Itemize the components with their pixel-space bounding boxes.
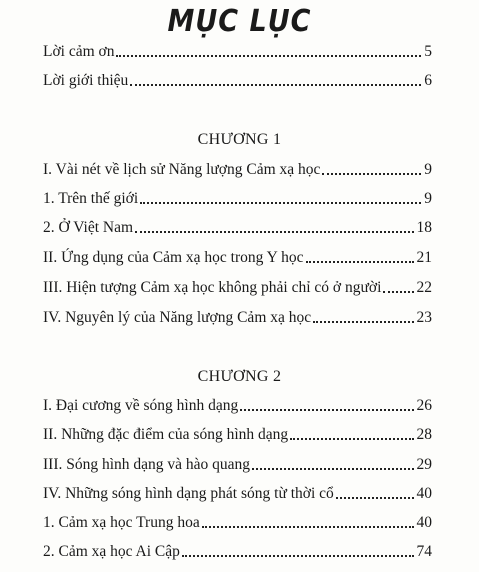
toc-entry-title: Lời giới thiệu	[43, 72, 129, 89]
toc-entry-title: II. Ứng dụng của Cảm xạ học trong Y học	[43, 249, 304, 266]
toc-entry-acknowledgements[interactable]	[43, 42, 432, 62]
toc-entry-page: 40	[416, 514, 432, 531]
toc-entry-page: 23	[416, 309, 432, 326]
toc-entry[interactable]	[43, 542, 432, 562]
toc-entry-page: 18	[416, 219, 432, 236]
toc-entry[interactable]	[43, 218, 432, 238]
dot-leader	[130, 84, 421, 86]
toc-entry-title: III. Sóng hình dạng và hào quang	[43, 456, 251, 473]
toc-entry[interactable]	[43, 278, 432, 298]
toc-entry[interactable]	[43, 189, 432, 209]
toc-entry[interactable]	[43, 425, 432, 445]
toc-entry[interactable]	[43, 396, 432, 416]
dot-leader	[336, 497, 414, 499]
dot-leader	[116, 55, 421, 57]
toc-entry-title: IV. Những sóng hình dạng phát sóng từ thời cổ	[43, 485, 334, 502]
toc-entry-title: 1. Trên thế giới	[43, 190, 139, 207]
toc-entry-page: 29	[416, 456, 432, 473]
toc-entry-page: 40	[416, 485, 432, 502]
dot-leader	[290, 438, 413, 440]
toc-entry-title: 2. Ở Việt Nam	[43, 219, 134, 236]
dot-leader	[322, 173, 421, 175]
toc-entry-title: III. Hiện tượng Cảm xạ học không phải chỉ có ở người	[43, 279, 382, 296]
dot-leader	[140, 202, 421, 204]
page-title: MỤC LỤC	[167, 4, 312, 39]
toc-entry-page: 74	[416, 543, 432, 560]
toc-entry-title: II. Những đặc điểm của sóng hình dạng	[43, 426, 289, 443]
toc-entry-page: 22	[416, 279, 432, 296]
chapter-2-heading: CHƯƠNG 2	[197, 368, 282, 385]
toc-entry-title: IV. Nguyên lý của Năng lượng Cảm xạ học	[43, 309, 312, 326]
toc-entry-title: I. Đại cương về sóng hình dạng	[43, 397, 239, 414]
toc-entry-title: 1. Cảm xạ học Trung hoa	[43, 514, 200, 531]
toc-entry-title: Lời cảm ơn	[43, 43, 115, 60]
toc-entry-page: 9	[424, 190, 432, 207]
toc-entry-page: 9	[424, 161, 432, 178]
dot-leader	[135, 231, 413, 233]
toc-entry-page: 26	[416, 397, 432, 414]
dot-leader	[313, 321, 413, 323]
toc-entry-page: 28	[416, 426, 432, 443]
toc-entry[interactable]	[43, 513, 432, 533]
toc-entry-page: 21	[416, 249, 432, 266]
toc-entry-title: 2. Cảm xạ học Ai Cập	[43, 543, 180, 560]
dot-leader	[240, 409, 413, 411]
toc-entry[interactable]	[43, 484, 432, 504]
toc-entry-introduction[interactable]	[43, 71, 432, 91]
dot-leader	[202, 526, 414, 528]
toc-entry[interactable]	[43, 455, 432, 475]
dot-leader	[306, 261, 414, 263]
toc-entry-page: 6	[424, 72, 432, 89]
dot-leader	[182, 555, 414, 557]
dot-leader	[252, 468, 413, 470]
dot-leader	[383, 291, 413, 293]
toc-entry-page: 5	[424, 43, 432, 60]
toc-entry[interactable]	[43, 248, 432, 268]
toc-entry[interactable]	[43, 308, 432, 328]
chapter-1-heading: CHƯƠNG 1	[197, 131, 282, 148]
toc-entry[interactable]	[43, 160, 432, 180]
toc-entry-title: I. Vài nét về lịch sử Năng lượng Cảm xạ học	[43, 161, 321, 178]
